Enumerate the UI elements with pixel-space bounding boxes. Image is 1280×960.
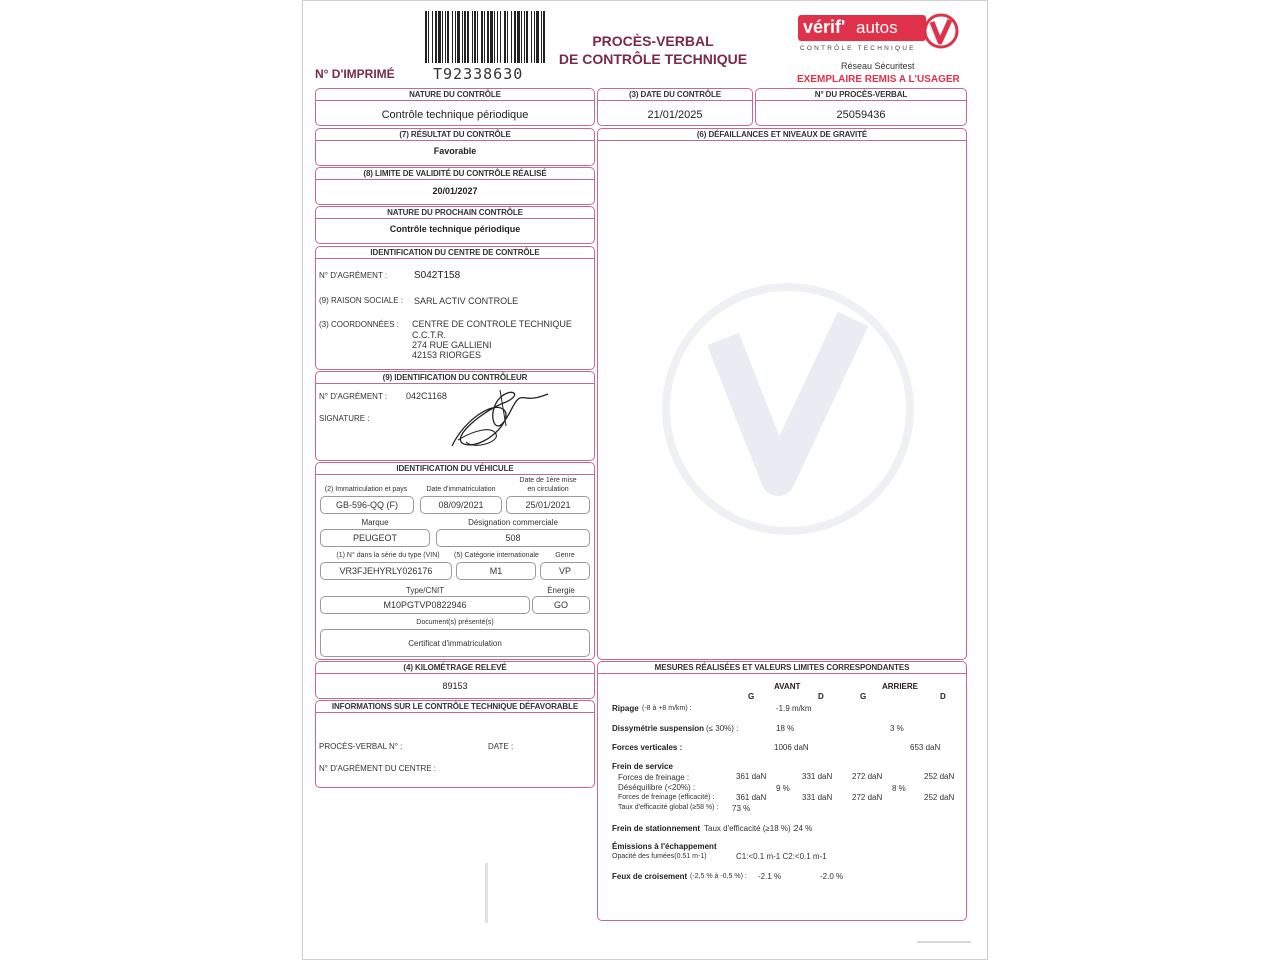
- feux-label: Feux de croisement: [612, 872, 688, 881]
- barcode-bar: [536, 11, 539, 63]
- mesures-header: MESURES RÉALISÉES ET VALEURS LIMITES CORRESPONDANTES: [598, 662, 966, 674]
- controleur-agrement-value: 042C1168: [406, 391, 447, 401]
- barcode-bar: [517, 11, 520, 63]
- centre-header: IDENTIFICATION DU CENTRE DE CONTRÔLE: [316, 247, 594, 259]
- date-controle-header: (3) DATE DU CONTRÔLE: [598, 89, 752, 101]
- documents-label: Document(s) présenté(s): [416, 619, 494, 626]
- barcode-bar: [435, 11, 437, 63]
- immat-label: (2) Immatriculation et pays: [324, 486, 408, 493]
- barcode-bar: [497, 11, 498, 63]
- page-title-line2: DE CONTRÔLE TECHNIQUE: [558, 51, 748, 67]
- barcode-bar: [484, 11, 485, 63]
- centre-raison-label: (9) RAISON SOCIALE :: [319, 296, 404, 305]
- resultat-header: (7) RÉSULTAT DU CONTRÔLE: [316, 129, 594, 141]
- centre-agrement-value: S042T158: [414, 270, 461, 281]
- mesures-box: [597, 661, 967, 921]
- barcode-bar: [507, 11, 508, 63]
- barcode-bar: [455, 11, 456, 63]
- deseq-label: Déséquilibre (<20%) :: [618, 783, 696, 792]
- designation-label: Désignation commerciale: [468, 518, 558, 527]
- nature-controle-box: [315, 88, 595, 126]
- barcode-number: T92338630: [433, 65, 524, 83]
- barcode-bar: [531, 11, 532, 63]
- ffe-avant-d: 331 daN: [802, 793, 833, 802]
- designation-value: 508: [436, 529, 590, 547]
- centre-coord-line4: 42153 RIORGES: [412, 350, 482, 360]
- kilometrage-value: 89153: [442, 681, 468, 691]
- genre-label: Genre: [555, 552, 575, 559]
- nature-controle-value: Contrôle technique périodique: [381, 109, 529, 121]
- type-value: M10PGTVP0822946: [320, 596, 530, 614]
- deseq-arriere: 8 %: [892, 784, 906, 793]
- barcode-bar: [534, 11, 535, 63]
- barcode-bar: [462, 11, 463, 63]
- stationnement-label: Frein de stationnement: [612, 824, 701, 833]
- ripage-label: Ripage: [612, 704, 639, 713]
- feux-droit: -2.0 %: [820, 872, 844, 881]
- numero-pv-header: N° DU PROCÈS-VERBAL: [756, 89, 966, 101]
- mesures-arriere: ARRIERE: [882, 682, 919, 691]
- energie-value: GO: [532, 596, 590, 614]
- paper-mark: [917, 941, 971, 943]
- defavorable-date-label: DATE :: [488, 742, 514, 751]
- vin-label: (1) N° dans la série du type (VIN): [336, 552, 440, 559]
- ffe-arriere-d: 252 daN: [924, 793, 955, 802]
- limite-validite-box: [315, 167, 595, 205]
- centre-coord-line2: C.C.T.R.: [412, 330, 447, 340]
- stationnement-detail: Taux d'efficacité (≥18 %) :: [704, 824, 796, 833]
- brand-subtitle: CONTRÔLE TECHNIQUE: [800, 45, 916, 52]
- centre-box: [315, 246, 595, 370]
- feux-gauche: -2.1 %: [758, 872, 782, 881]
- defavorable-agrement-label: N° D'AGRÉMENT DU CENTRE :: [319, 764, 437, 773]
- mise-circ-label1: Date de 1ère mise: [519, 477, 577, 484]
- barcode-bar: [472, 11, 473, 63]
- barcode-bar: [514, 11, 516, 63]
- forces-vert-label: Forces verticales :: [612, 743, 683, 752]
- controleur-signature-label: SIGNATURE :: [319, 414, 370, 423]
- barcode-bar: [481, 11, 483, 63]
- frein-service-label: Frein de service: [612, 762, 673, 771]
- barcode-bar: [447, 11, 449, 63]
- prochain-controle-value: Contrôle technique périodique: [389, 224, 521, 234]
- defavorable-pv-label: PROCÈS-VERBAL N° :: [319, 742, 403, 751]
- brand-check-icon: [922, 12, 960, 50]
- barcode-bar: [432, 11, 433, 63]
- barcode-bar: [457, 11, 460, 63]
- taux-global-value: 73 %: [732, 804, 751, 813]
- watermark-check-icon: [653, 279, 923, 539]
- barcode-bar: [428, 11, 429, 63]
- barcode-bar: [425, 11, 427, 63]
- categorie-label: (5) Catégorie internationale: [454, 552, 539, 559]
- ff-arriere-g: 272 daN: [852, 772, 883, 781]
- barcode-bar: [442, 11, 443, 63]
- ripage-value: -1.9 m/km: [776, 704, 812, 713]
- nature-controle-header: NATURE DU CONTRÔLE: [316, 89, 594, 101]
- energie-label: Énergie: [547, 586, 575, 595]
- ffe-avant-g: 361 daN: [736, 793, 767, 802]
- barcode-bar: [504, 11, 506, 63]
- date-controle-value: 21/01/2025: [647, 109, 703, 121]
- resultat-value: Favorable: [433, 146, 477, 156]
- barcode-bar: [490, 11, 493, 63]
- barcode-bar: [494, 11, 495, 63]
- barcode-bars: [423, 11, 547, 65]
- ff-avant-g: 361 daN: [736, 772, 767, 781]
- emissions-label: Émissions à l'échappement: [612, 842, 717, 851]
- forces-vert-avant: 1006 daN: [774, 743, 809, 752]
- barcode-bar: [543, 11, 545, 63]
- barcode-bar: [511, 11, 512, 63]
- feux-limit: (-2,5 % à -0,5 %) :: [690, 873, 747, 880]
- vin-value: VR3FJEHYRLY026176: [320, 562, 452, 580]
- copy-notice: EXEMPLAIRE REMIS A L'USAGER: [797, 74, 960, 85]
- barcode: [423, 11, 547, 65]
- date-immat-value: 08/09/2021: [420, 496, 502, 514]
- mesures-avant: AVANT: [774, 682, 801, 691]
- controleur-agrement-label: N° D'AGRÉMENT :: [319, 392, 388, 401]
- barcode-bar: [524, 11, 525, 63]
- ff-arriere-d: 252 daN: [924, 772, 955, 781]
- opacite-label: Opacité des fumées(0.51 m-1): [612, 853, 707, 860]
- marque-value: PEUGEOT: [320, 529, 430, 547]
- centre-coord-label: (3) COORDONNÉES :: [319, 320, 400, 329]
- barcode-bar: [467, 11, 469, 63]
- prochain-controle-header: NATURE DU PROCHAIN CONTRÔLE: [316, 207, 594, 219]
- mesures-avant-d: D: [818, 692, 824, 701]
- mise-circ-value: 25/01/2021: [506, 496, 590, 514]
- kilometrage-box: [315, 661, 595, 699]
- barcode-bar: [452, 11, 453, 63]
- defavorable-box: [315, 700, 595, 788]
- immat-value: GB-596-QQ (F): [320, 496, 414, 514]
- barcode-bar: [500, 11, 501, 63]
- ffe-arriere-g: 272 daN: [852, 793, 883, 802]
- forces-freinage-label: Forces de freinage :: [618, 773, 690, 782]
- paper-mark: [485, 863, 488, 923]
- ffe-label: Forces de freinage (efficacité) :: [618, 794, 715, 801]
- mesures-avant-g: G: [748, 692, 755, 701]
- ff-avant-d: 331 daN: [802, 772, 833, 781]
- categorie-value: M1: [456, 562, 536, 580]
- defavorable-header: INFORMATIONS SUR LE CONTRÔLE TECHNIQUE DÉFAVORABLE: [316, 701, 594, 713]
- mise-circ-label2: en circulation: [527, 486, 569, 493]
- centre-coord-line1: CENTRE DE CONTROLE TECHNIQUE: [412, 319, 572, 329]
- controleur-header: (9) IDENTIFICATION DU CONTRÔLEUR: [316, 372, 594, 384]
- numero-pv-box: [755, 88, 967, 126]
- genre-value: VP: [540, 562, 590, 580]
- defaillances-box: [597, 128, 967, 660]
- mesures-arriere-g: G: [860, 692, 867, 701]
- barcode-bar: [445, 11, 446, 63]
- marque-label: Marque: [361, 518, 389, 527]
- barcode-bar: [438, 11, 441, 63]
- centre-coord-line3: 274 RUE GALLIENI: [412, 340, 492, 350]
- date-controle-box: [597, 88, 753, 126]
- limite-validite-header: (8) LIMITE DE VALIDITÉ DU CONTRÔLE RÉALISÉ: [316, 168, 594, 180]
- type-label: Type/CNIT: [405, 586, 445, 595]
- vehicule-header: IDENTIFICATION DU VÉHICULE: [316, 463, 594, 475]
- barcode-bar: [474, 11, 476, 63]
- mesures-arriere-d: D: [940, 692, 946, 701]
- document-page: [302, 0, 988, 960]
- date-immat-label: Date d'immatriculation: [426, 486, 496, 493]
- centre-agrement-label: N° D'AGRÉMENT :: [319, 271, 388, 280]
- resultat-box: [315, 128, 595, 166]
- prochain-controle-box: [315, 206, 595, 244]
- brand-name-part2: autos: [856, 18, 898, 37]
- signature-image: [444, 380, 554, 456]
- barcode-bar: [526, 11, 528, 63]
- dissym-label: Dissymétrie suspension: [612, 724, 705, 733]
- vehicule-box: [315, 462, 595, 660]
- forces-vert-arriere: 653 daN: [910, 743, 941, 752]
- opacite-value: C1:<0.1 m-1 C2:<0.1 m-1: [736, 852, 827, 861]
- barcode-bar: [487, 11, 489, 63]
- brand-name-part1: vérif': [803, 17, 846, 37]
- dissym-avant: 18 %: [776, 724, 795, 733]
- barcode-bar: [477, 11, 478, 63]
- no-imprime-label: N° D'IMPRIMÉ: [315, 67, 395, 81]
- defaillances-header: (6) DÉFAILLANCES ET NIVEAUX DE GRAVITÉ: [598, 129, 966, 141]
- limite-validite-value: 20/01/2027: [432, 186, 478, 196]
- kilometrage-header: (4) KILOMÉTRAGE RELEVÉ: [316, 662, 594, 674]
- numero-pv-value: 25059436: [836, 109, 886, 121]
- network-name: Réseau Sécuritest: [841, 61, 915, 71]
- documents-value: Certificat d'immatriculation: [320, 629, 590, 657]
- brand-logo: [798, 15, 963, 55]
- controleur-box: [315, 371, 595, 461]
- barcode-bar: [541, 11, 542, 63]
- taux-global-label: Taux d'efficacité global (≥58 %) :: [618, 804, 719, 811]
- dissym-limit: (≤ 30%) :: [706, 724, 739, 733]
- barcode-bar: [521, 11, 522, 63]
- stationnement-value: 24 %: [794, 824, 813, 833]
- deseq-avant: 9 %: [776, 784, 790, 793]
- dissym-arriere: 3 %: [890, 724, 904, 733]
- barcode-bar: [464, 11, 466, 63]
- page-title-line1: PROCÈS-VERBAL: [592, 33, 714, 49]
- centre-raison-value: SARL ACTIV CONTROLE: [414, 296, 519, 306]
- ripage-limit: (-8 à +8 m/km) :: [642, 705, 692, 712]
